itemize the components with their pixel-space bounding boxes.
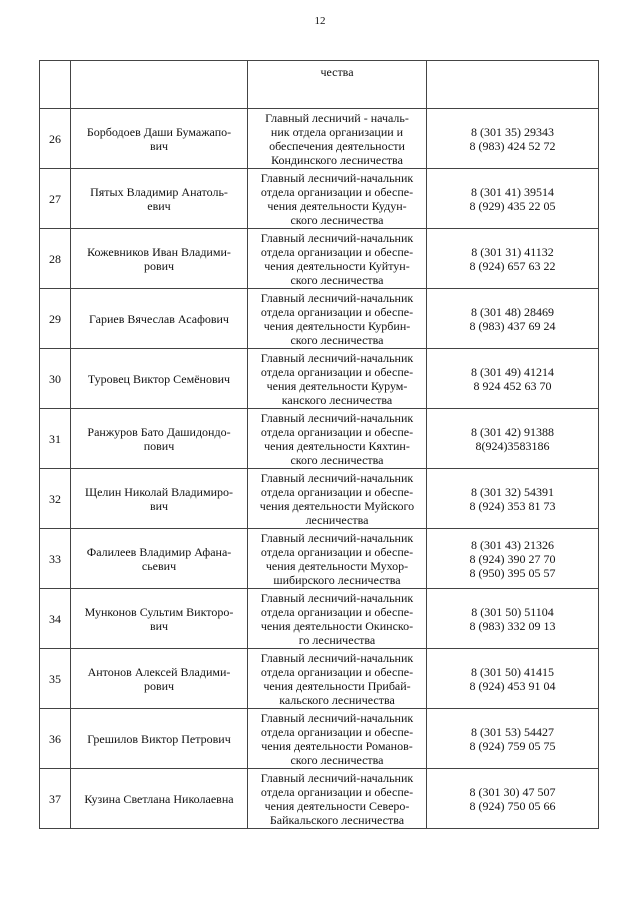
- table-row: [40, 409, 599, 469]
- row-number-cell: 33: [40, 529, 71, 589]
- name-cell: Щелин Николай Владимиро- вич: [71, 469, 248, 529]
- name-cell: Кожевников Иван Владими- рович: [71, 229, 248, 289]
- position-cell: Главный лесничий-начальник отдела организации и обеспе- чения деятельности Прибай- кальского лесничества: [248, 649, 427, 709]
- table-row: [40, 469, 599, 529]
- table-row: [40, 529, 599, 589]
- name-cell: Антонов Алексей Владими- рович: [71, 649, 248, 709]
- name-cell: Туровец Виктор Семёнович: [71, 349, 248, 409]
- position-cell: Главный лесничий-начальник отдела организации и обеспе- чения деятельности Мухор- шибирского лесничества: [248, 529, 427, 589]
- table-row: [40, 649, 599, 709]
- phones-cell: 8 (301 30) 47 507 8 (924) 750 05 66: [427, 769, 599, 829]
- position-cell: чества: [248, 61, 427, 109]
- position-cell: Главный лесничий-начальник отдела организации и обеспе- чения деятельности Курум- канского лесничества: [248, 349, 427, 409]
- name-cell: Кузина Светлана Николаевна: [71, 769, 248, 829]
- row-number-cell: 35: [40, 649, 71, 709]
- position-cell: Главный лесничий-начальник отдела организации и обеспе- чения деятельности Северо- Байкальского лесничества: [248, 769, 427, 829]
- row-number-cell: 32: [40, 469, 71, 529]
- table-row: [40, 589, 599, 649]
- table-row: [40, 169, 599, 229]
- phones-cell: 8 (301 49) 41214 8 924 452 63 70: [427, 349, 599, 409]
- row-number-cell: 31: [40, 409, 71, 469]
- row-number-cell: 34: [40, 589, 71, 649]
- phones-cell: 8 (301 32) 54391 8 (924) 353 81 73: [427, 469, 599, 529]
- row-number-cell: 29: [40, 289, 71, 349]
- phones-cell: 8 (301 35) 29343 8 (983) 424 52 72: [427, 109, 599, 169]
- row-number-cell: 36: [40, 709, 71, 769]
- row-number-cell: 30: [40, 349, 71, 409]
- table-row-continued: [40, 61, 599, 109]
- row-number-cell: 37: [40, 769, 71, 829]
- table-row: [40, 769, 599, 829]
- name-cell: [71, 61, 248, 109]
- position-cell: Главный лесничий-начальник отдела организации и обеспе- чения деятельности Муйского лесничества: [248, 469, 427, 529]
- position-cell: Главный лесничий-начальник отдела организации и обеспе- чения деятельности Кудун- ского лесничества: [248, 169, 427, 229]
- phones-cell: [427, 61, 599, 109]
- position-cell: Главный лесничий-начальник отдела организации и обеспе- чения деятельности Романов- ского лесничества: [248, 709, 427, 769]
- phones-cell: 8 (301 41) 39514 8 (929) 435 22 05: [427, 169, 599, 229]
- position-cell: Главный лесничий-начальник отдела организации и обеспе- чения деятельности Кяхтин- ского лесничества: [248, 409, 427, 469]
- phones-cell: 8 (301 53) 54427 8 (924) 759 05 75: [427, 709, 599, 769]
- table-row: [40, 709, 599, 769]
- phones-cell: 8 (301 50) 41415 8 (924) 453 91 04: [427, 649, 599, 709]
- row-number-cell: 26: [40, 109, 71, 169]
- page-number: 12: [314, 15, 326, 27]
- contacts-table: [39, 60, 599, 829]
- name-cell: Борбодоев Даши Бумажапо- вич: [71, 109, 248, 169]
- table-row: [40, 289, 599, 349]
- phones-cell: 8 (301 48) 28469 8 (983) 437 69 24: [427, 289, 599, 349]
- phones-cell: 8 (301 43) 21326 8 (924) 390 27 70 8 (950) 395 05 57: [427, 529, 599, 589]
- name-cell: Мунконов Сультим Викторо- вич: [71, 589, 248, 649]
- phones-cell: 8 (301 42) 91388 8(924)3583186: [427, 409, 599, 469]
- position-cell: Главный лесничий - началь- ник отдела организации и обеспечения деятельности Кондинского лесничества: [248, 109, 427, 169]
- table-row: [40, 349, 599, 409]
- position-cell: Главный лесничий-начальник отдела организации и обеспе- чения деятельности Курбин- ского лесничества: [248, 289, 427, 349]
- row-number-cell: 27: [40, 169, 71, 229]
- row-number-cell: [40, 61, 71, 109]
- name-cell: Пятых Владимир Анатоль- евич: [71, 169, 248, 229]
- phones-cell: 8 (301 50) 51104 8 (983) 332 09 13: [427, 589, 599, 649]
- name-cell: Грешилов Виктор Петрович: [71, 709, 248, 769]
- table-row: [40, 229, 599, 289]
- name-cell: Гариев Вячеслав Асафович: [71, 289, 248, 349]
- position-cell: Главный лесничий-начальник отдела организации и обеспе- чения деятельности Куйтун- ского лесничества: [248, 229, 427, 289]
- position-cell: Главный лесничий-начальник отдела организации и обеспе- чения деятельности Окинско- го лесничества: [248, 589, 427, 649]
- table-row: [40, 109, 599, 169]
- name-cell: Ранжуров Бато Дашидондо- пович: [71, 409, 248, 469]
- row-number-cell: 28: [40, 229, 71, 289]
- phones-cell: 8 (301 31) 41132 8 (924) 657 63 22: [427, 229, 599, 289]
- name-cell: Фалилеев Владимир Афана- сьевич: [71, 529, 248, 589]
